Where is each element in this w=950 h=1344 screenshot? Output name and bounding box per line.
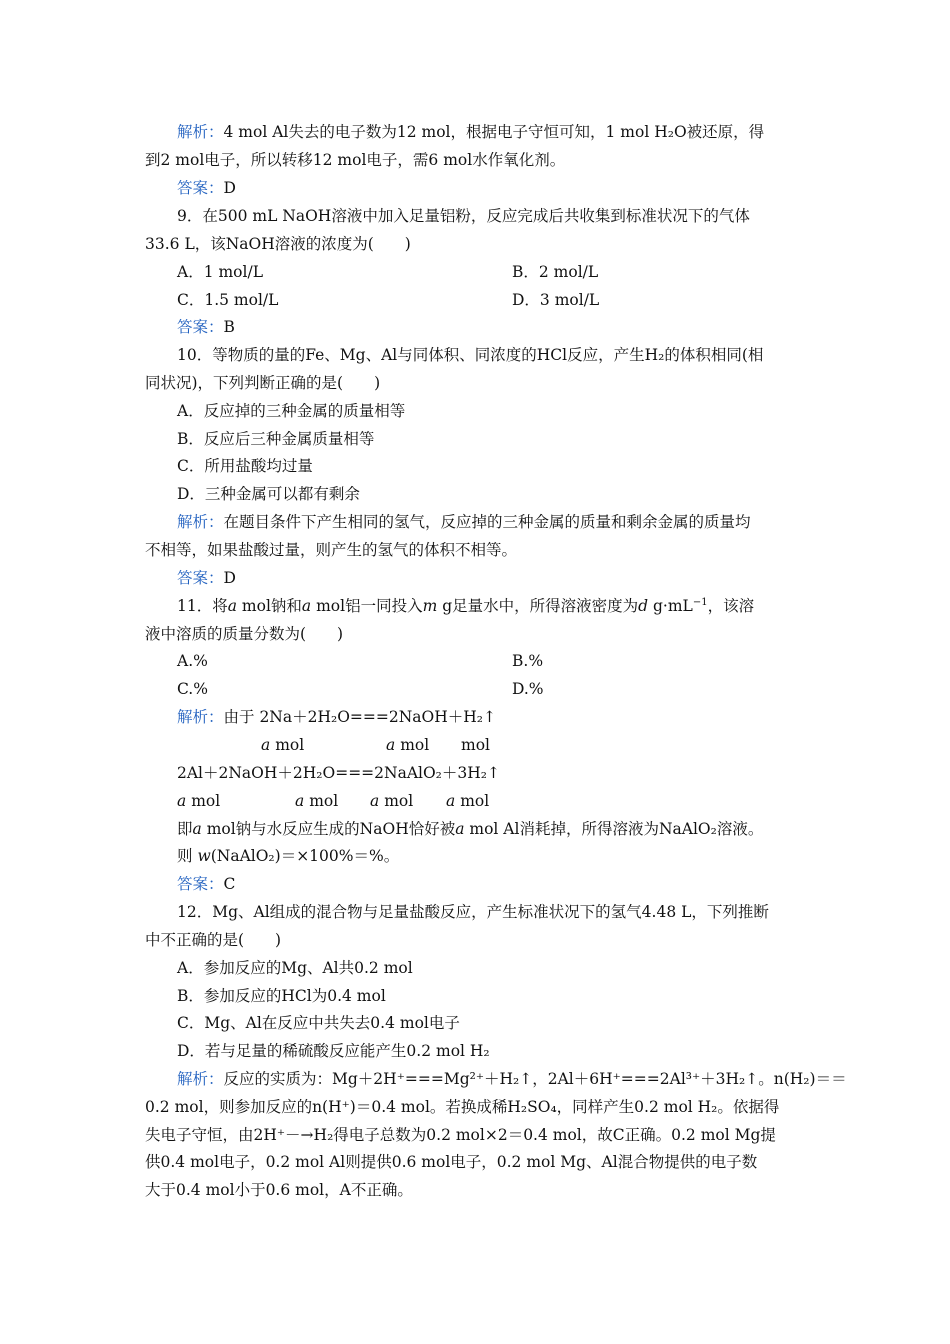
variable-a: a <box>370 792 380 810</box>
unit: mol <box>191 792 221 810</box>
variable-a: a <box>295 792 305 810</box>
unit: mol <box>309 792 339 810</box>
unit: mol <box>275 736 305 754</box>
q9-option-a: A．1 mol/L <box>177 263 263 281</box>
q10-analysis-text-1: 在题目条件下产生相同的氢气，反应掉的三种金属的质量和剩余金属的质量均 <box>223 513 751 531</box>
q11-conclusion-part: mol钠与水反应生成的NaOH恰好被 <box>201 820 456 838</box>
q12-stem-line-2: 中不正确的是( ) <box>145 931 282 949</box>
q10-option-b: B．反应后三种金属质量相等 <box>177 430 375 448</box>
q12-analysis-line-2: 0.2 mol，则参加反应的n(H⁺)＝0.4 mol。若换成稀H₂SO₄，同样产生0.2 mol H₂。依据得 <box>145 1098 780 1116</box>
q8-analysis-text-1: 4 mol Al失去的电子数为12 mol，根据电子守恒可知，1 mol H₂O被还原，得 <box>223 123 765 141</box>
unit: mol <box>384 792 414 810</box>
unit: mol <box>400 736 430 754</box>
analysis-label: 解析： <box>177 708 224 726</box>
q8-answer-value: D <box>223 179 236 197</box>
answer-label: 答案： <box>177 569 224 587</box>
variable-a: a <box>261 736 271 754</box>
q11-conclusion-part: mol Al消耗掉，所得溶液为NaAlO₂溶液。 <box>464 820 764 838</box>
answer-label: 答案： <box>177 179 224 197</box>
variable-m: m <box>422 597 438 615</box>
q11-analysis-equation-2: 2Al＋2NaOH＋2H₂O===2NaAlO₂＋3H₂↑ <box>177 764 500 782</box>
variable-a: a <box>455 820 465 838</box>
q11-eq1-amount-3: mol <box>461 736 490 754</box>
q11-analysis-equation-1 <box>177 703 847 731</box>
q12-option-b: B．参加反应的HCl为0.4 mol <box>177 987 386 1005</box>
q11-answer-value: C <box>223 875 236 893</box>
q11-option-b: B.% <box>512 652 544 670</box>
superscript: −1 <box>692 597 708 608</box>
q11-option-a: A.% <box>177 652 208 670</box>
q8-analysis-line-2: 到2 mol电子，所以转移12 mol电子，需6 mol水作氧化剂。 <box>145 151 566 169</box>
q9-option-b: B．2 mol/L <box>512 263 599 281</box>
q11-stem-part: ，该溶 <box>707 597 755 615</box>
q11-equation-1: 由于 2Na＋2H₂O===2NaOH＋H₂↑ <box>223 708 496 726</box>
q8-answer <box>177 174 847 202</box>
q10-option-d: D．三种金属可以都有剩余 <box>177 485 360 503</box>
variable-a: a <box>386 736 396 754</box>
variable-w: w <box>197 847 211 865</box>
q12-analysis-text-1: 反应的实质为：Mg＋2H⁺===Mg²⁺＋H₂↑，2Al＋6H⁺===2Al³⁺＋3H₂↑。n(H₂)＝＝ <box>223 1070 847 1088</box>
q9-stem-line-2: 33.6 L，该NaOH溶液的浓度为( ) <box>145 235 411 253</box>
q11-option-d: D.% <box>512 680 544 698</box>
q10-answer-value: D <box>223 569 236 587</box>
q12-analysis-line-5: 大于0.4 mol小于0.6 mol，A不正确。 <box>145 1181 413 1199</box>
q12-option-a: A．参加反应的Mg、Al共0.2 mol <box>177 959 413 977</box>
q9-stem-line-1: 9．在500 mL NaOH溶液中加入足量铝粉，反应完成后共收集到标准状况下的气体 <box>177 207 750 225</box>
q11-stem-line-1 <box>177 592 847 620</box>
q11-formula-part: (NaAlO₂)＝×100%＝%。 <box>210 847 400 865</box>
q11-answer <box>177 870 847 898</box>
answer-label: 答案： <box>177 875 224 893</box>
q11-stem-part: mol铝一同投入 <box>311 597 423 615</box>
q10-stem-line-2: 同状况)，下列判断正确的是( ) <box>145 374 381 392</box>
q12-analysis-line-1 <box>177 1065 847 1093</box>
q10-option-a: A．反应掉的三种金属的质量相等 <box>177 402 406 420</box>
variable-a: a <box>227 597 237 615</box>
q11-conclusion-part: 即 <box>177 820 193 838</box>
q11-stem-part: 11．将 <box>177 597 228 615</box>
q9-option-d: D．3 mol/L <box>512 291 600 309</box>
unit: mol <box>460 792 490 810</box>
q8-analysis-line-1 <box>177 118 847 146</box>
q10-analysis-line-1 <box>177 508 847 536</box>
q10-stem-line-1: 10．等物质的量的Fe、Mg、Al与同体积、同浓度的HCl反应，产生H₂的体积相同(相 <box>177 346 764 364</box>
q11-stem-part: mol钠和 <box>236 597 302 615</box>
q12-option-d: D．若与足量的稀硫酸反应能产生0.2 mol H₂ <box>177 1042 490 1060</box>
q11-conclusion <box>177 815 847 843</box>
variable-a: a <box>446 792 456 810</box>
analysis-label: 解析： <box>177 123 224 141</box>
q11-eq2-amount-4 <box>446 787 950 815</box>
q9-answer <box>177 313 847 341</box>
q12-option-c: C．Mg、Al在反应中共失去0.4 mol电子 <box>177 1014 460 1032</box>
variable-d: d <box>638 597 649 615</box>
q11-stem-part: g足量水中，所得溶液密度为 <box>437 597 639 615</box>
q9-answer-value: B <box>223 318 235 336</box>
analysis-label: 解析： <box>177 513 224 531</box>
q10-analysis-line-2: 不相等，如果盐酸过量，则产生的氢气的体积不相等。 <box>145 541 518 559</box>
q11-formula-part: 则 <box>177 847 198 865</box>
variable-a: a <box>177 792 187 810</box>
q11-formula <box>177 842 847 870</box>
variable-a: a <box>192 820 202 838</box>
analysis-label: 解析： <box>177 1070 224 1088</box>
q12-stem-line-1: 12．Mg、Al组成的混合物与足量盐酸反应，产生标准状况下的氢气4.48 L，下列推断 <box>177 903 769 921</box>
q10-option-c: C．所用盐酸均过量 <box>177 457 313 475</box>
q12-analysis-line-4: 供0.4 mol电子，0.2 mol Al则提供0.6 mol电子，0.2 mol Mg、Al混合物提供的电子数 <box>145 1153 758 1171</box>
q12-analysis-line-3: 失电子守恒，由2H⁺－→H₂得电子总数为0.2 mol×2＝0.4 mol，故C正确。0.2 mol Mg提 <box>145 1126 776 1144</box>
q11-stem-line-2: 液中溶质的质量分数为( ) <box>145 625 344 643</box>
q11-stem-part: g·mL <box>648 597 693 615</box>
answer-label: 答案： <box>177 318 224 336</box>
q10-answer <box>177 564 847 592</box>
q11-option-c: C.% <box>177 680 208 698</box>
variable-a: a <box>301 597 312 615</box>
q9-option-c: C．1.5 mol/L <box>177 291 279 309</box>
